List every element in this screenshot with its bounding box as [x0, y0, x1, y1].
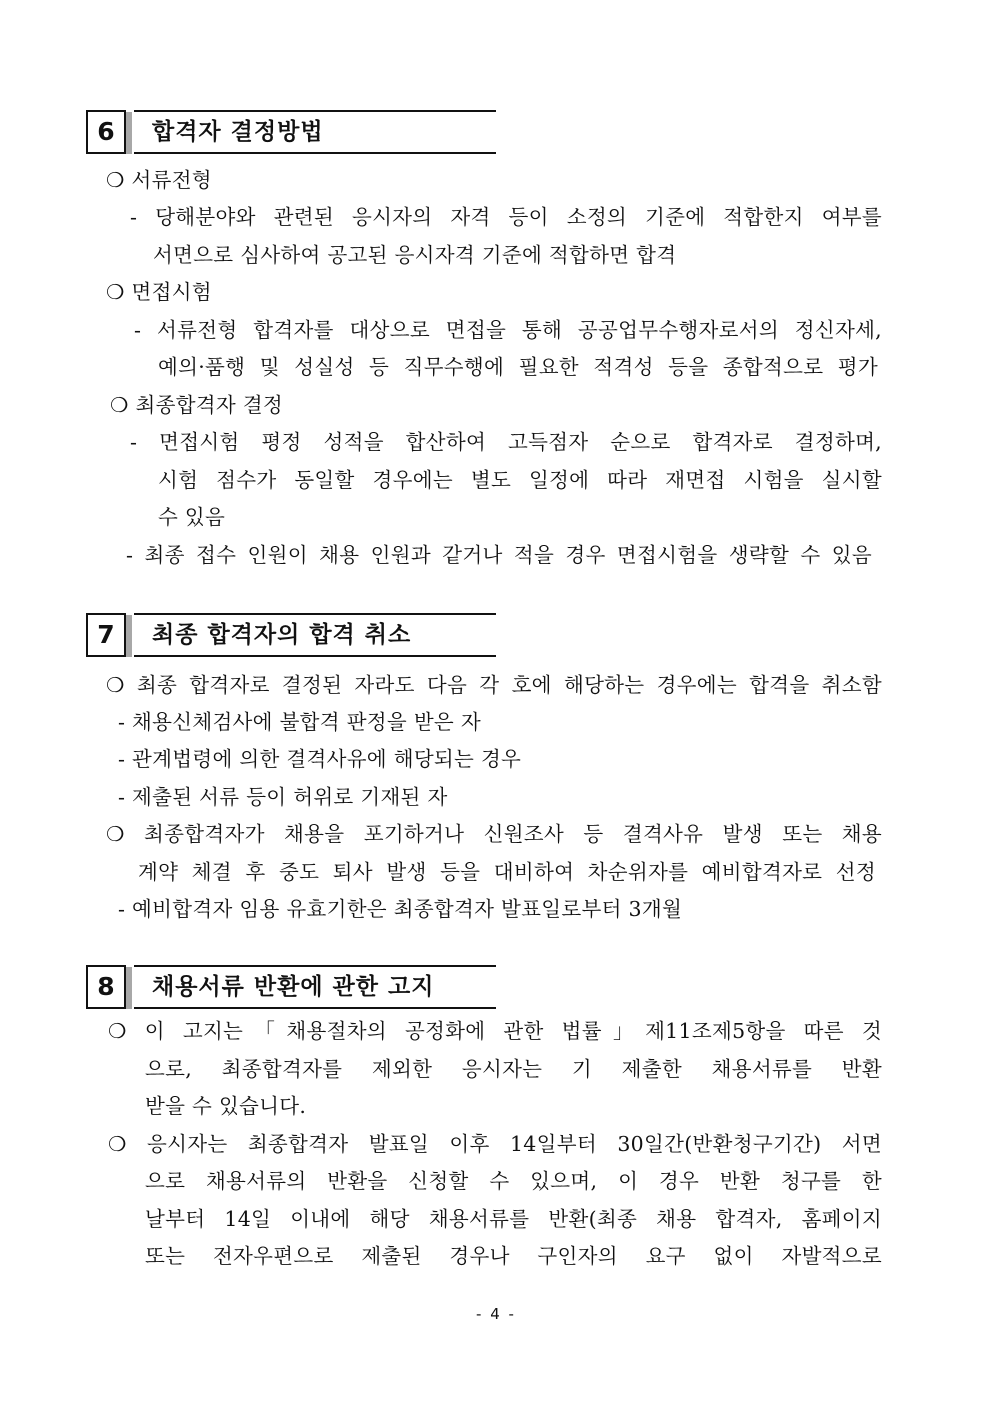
section-number: 6 [86, 110, 126, 154]
dash-item-continuation: 예의·품행 및 성실성 등 직무수행에 필요한 적격성 등을 종합적으로 평가 [158, 355, 878, 379]
bullet-item-continuation: 으로, 최종합격자를 제외한 응시자는 기 제출한 채용서류를 반환 [145, 1057, 882, 1081]
bullet-item-continuation: 날부터 14일 이내에 해당 채용서류를 반환(최종 채용 합격자, 홈페이지 [145, 1207, 882, 1231]
bullet-item-continuation: 받을 수 있습니다. [145, 1094, 307, 1118]
dash-item: - 서류전형 합격자를 대상으로 면접을 통해 공공업무수행자로서의 정신자세, [134, 318, 882, 342]
dash-item: - 채용신체검사에 불합격 판정을 받은 자 [118, 710, 481, 734]
section-title: 최종 합격자의 합격 취소 [134, 613, 496, 657]
dash-item-continuation: 수 있음 [158, 505, 226, 529]
section-number: 8 [86, 965, 126, 1009]
dash-item: - 면접시험 평정 성적을 합산하여 고득점자 순으로 합격자로 결정하며, [130, 430, 882, 454]
bullet-item: ❍ 최종합격자가 채용을 포기하거나 신원조사 등 결격사유 발생 또는 채용 [106, 822, 882, 846]
dash-item: - 최종 접수 인원이 채용 인원과 같거나 적을 경우 면접시험을 생략할 수 있음 [126, 543, 872, 567]
bullet-heading: ❍ 최종합격자 결정 [110, 393, 284, 417]
bullet-item-continuation: 으로 채용서류의 반환을 신청할 수 있으며, 이 경우 반환 청구를 한 [145, 1169, 882, 1193]
dash-item-continuation: 서면으로 심사하여 공고된 응시자격 기준에 적합하면 합격 [153, 243, 677, 267]
dash-item: - 당해분야와 관련된 응시자의 자격 등이 소정의 기준에 적합한지 여부를 [130, 205, 882, 229]
section-7-header [86, 613, 496, 659]
bullet-item-continuation: 또는 전자우편으로 제출된 경우나 구인자의 요구 없이 자발적으로 [145, 1244, 882, 1268]
bullet-item-continuation: 계약 체결 후 중도 퇴사 발생 등을 대비하여 차순위자를 예비합격자로 선정 [138, 860, 876, 884]
dash-item: - 제출된 서류 등이 허위로 기재된 자 [118, 785, 448, 809]
section-title: 채용서류 반환에 관한 고지 [134, 965, 496, 1009]
bullet-heading: ❍ 서류전형 [106, 168, 212, 192]
section-title: 합격자 결정방법 [134, 110, 496, 154]
bullet-item: ❍ 이 고지는「채용절차의 공정화에 관한 법률」제11조제5항을 따른 것 [108, 1019, 882, 1043]
bullet-item: ❍ 응시자는 최종합격자 발표일 이후 14일부터 30일간(반환청구기간) 서면 [108, 1132, 882, 1156]
section-number: 7 [86, 613, 126, 657]
bullet-heading: ❍ 면접시험 [106, 280, 212, 304]
bullet-item: ❍ 최종 합격자로 결정된 자라도 다음 각 호에 해당하는 경우에는 합격을 취소함 [106, 673, 882, 697]
section-number-shadow [126, 967, 132, 1009]
section-number-shadow [126, 615, 132, 657]
dash-item: - 예비합격자 임용 유효기한은 최종합격자 발표일로부터 3개월 [118, 897, 683, 921]
section-8-header [86, 965, 496, 1011]
section-number-shadow [126, 112, 132, 154]
page-number: - 4 - [476, 1305, 516, 1323]
dash-item: - 관계법령에 의한 결격사유에 해당되는 경우 [118, 747, 522, 771]
section-6-header [86, 110, 496, 156]
dash-item-continuation: 시험 점수가 동일할 경우에는 별도 일정에 따라 재면접 시험을 실시할 [158, 468, 882, 492]
